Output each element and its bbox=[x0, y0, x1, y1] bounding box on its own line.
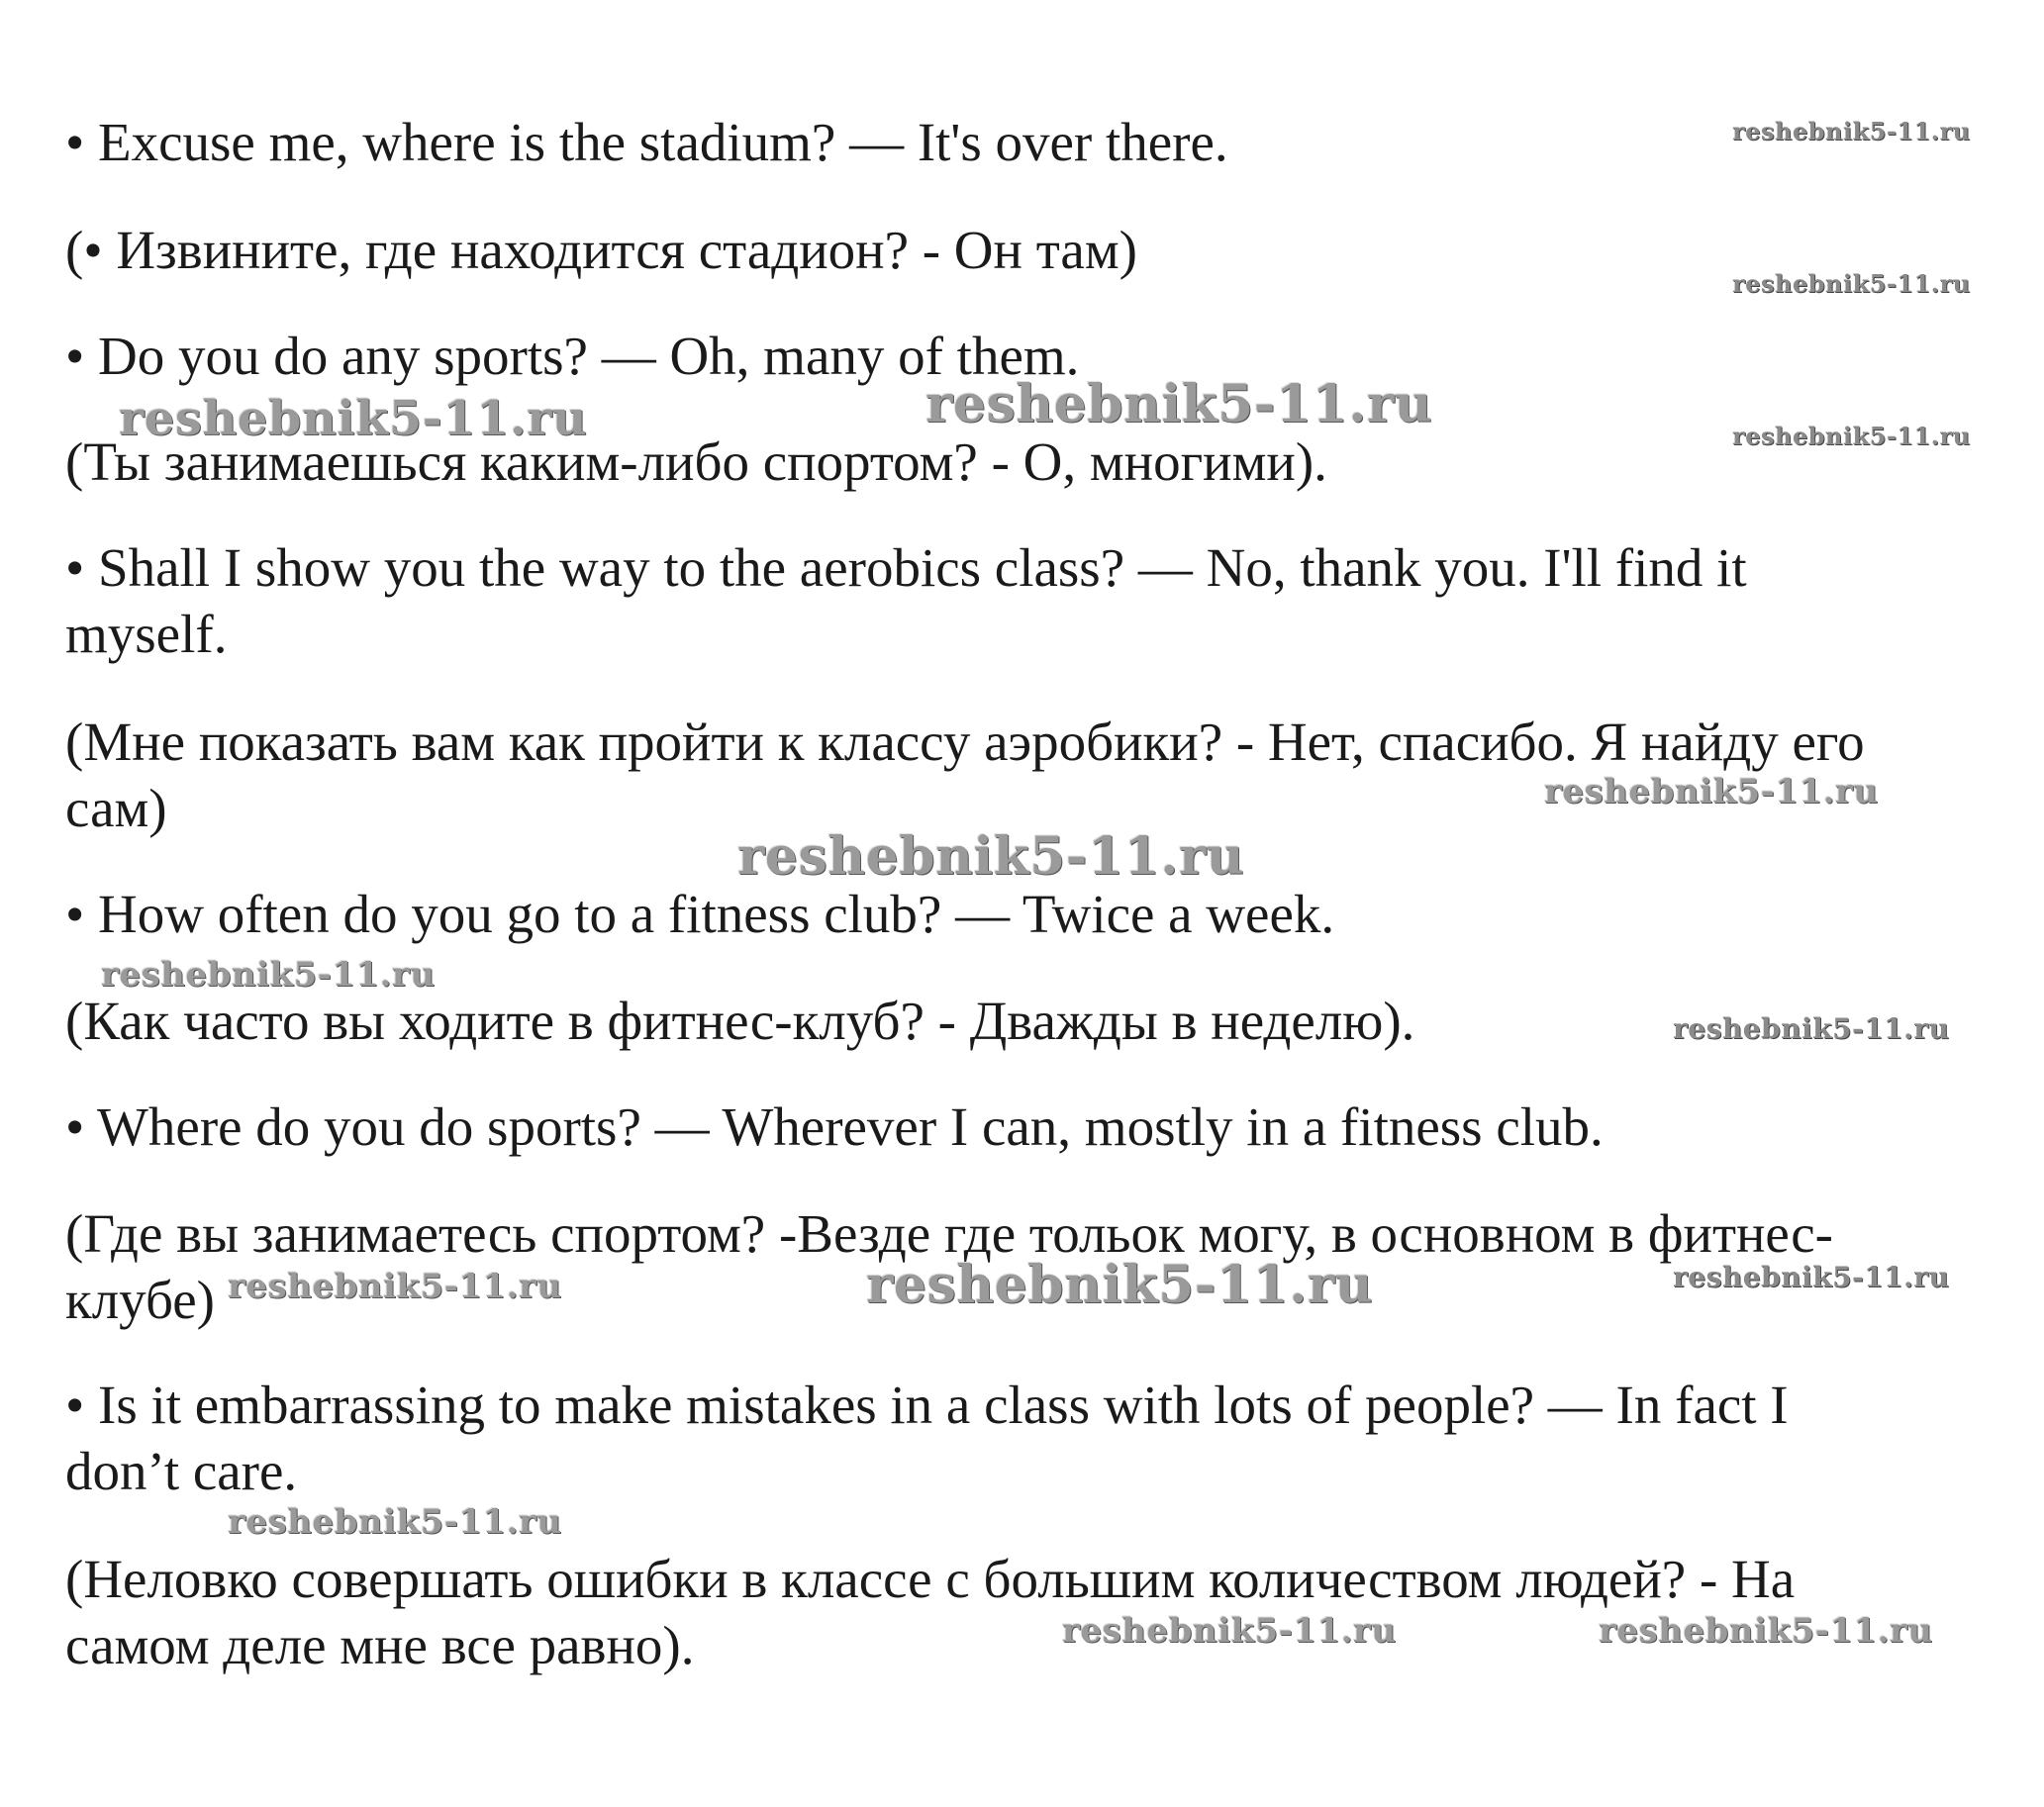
dialogue-line-en-6a: • Is it embarrassing to make mistakes in a class with lots of people? — In fact I bbox=[65, 1375, 1789, 1435]
watermark: reshebnik5-11.ru bbox=[101, 955, 436, 995]
watermark: reshebnik5-11.ru bbox=[1673, 1261, 1950, 1293]
dialogue-line-en-2: • Do you do any sports? — Oh, many of them. bbox=[65, 326, 1080, 386]
dialogue-line-en-1: • Excuse me, where is the stadium? — It's over there. bbox=[65, 112, 1228, 172]
watermark: reshebnik5-11.ru bbox=[1599, 1611, 1933, 1651]
watermark: reshebnik5-11.ru bbox=[737, 826, 1245, 887]
watermark: reshebnik5-11.ru bbox=[866, 1255, 1374, 1315]
dialogue-line-ru-3a: (Мне показать вам как пройти к классу аэробики? - Нет, спасибо. Я найду его bbox=[65, 712, 1865, 772]
watermark: reshebnik5-11.ru bbox=[1732, 422, 1971, 450]
dialogue-line-ru-2: (Ты занимаешься каким-либо спортом? - О, многими). bbox=[65, 431, 1327, 492]
watermark: reshebnik5-11.ru bbox=[1062, 1611, 1397, 1651]
watermark: reshebnik5-11.ru bbox=[228, 1502, 562, 1542]
dialogue-line-en-3a: • Shall I show you the way to the aerobics class? — No, thank you. I'll find it bbox=[65, 537, 1747, 598]
dialogue-line-ru-5b: клубе) bbox=[65, 1270, 215, 1330]
dialogue-line-en-5: • Where do you do sports? — Wherever I can, mostly in a fitness club. bbox=[65, 1096, 1604, 1157]
watermark: reshebnik5-11.ru bbox=[1732, 117, 1971, 145]
watermark: reshebnik5-11.ru bbox=[119, 391, 588, 446]
watermark: reshebnik5-11.ru bbox=[1673, 1012, 1950, 1045]
dialogue-line-ru-6a: (Неловко совершать ошибки в классе с большим количеством людей? - На bbox=[65, 1549, 1796, 1609]
watermark: reshebnik5-11.ru bbox=[925, 374, 1433, 434]
dialogue-line-en-4: • How often do you go to a fitness club? — Twice a week. bbox=[65, 884, 1335, 944]
dialogue-line-en-3b: myself. bbox=[65, 604, 228, 664]
dialogue-line-ru-3b: сам) bbox=[65, 778, 167, 838]
dialogue-line-ru-1: (• Извините, где находится стадион? - Он там) bbox=[65, 220, 1137, 280]
watermark: reshebnik5-11.ru bbox=[1732, 269, 1971, 298]
dialogue-line-ru-4: (Как часто вы ходите в фитнес-клуб? - Дважды в неделю). bbox=[65, 991, 1415, 1051]
dialogue-line-ru-5a: (Где вы занимаетесь спортом? -Везде где тольок могу, в основном в фитнес- bbox=[65, 1203, 1833, 1264]
watermark: reshebnik5-11.ru bbox=[1544, 772, 1879, 811]
watermark: reshebnik5-11.ru bbox=[228, 1267, 562, 1306]
dialogue-line-en-6b: don’t care. bbox=[65, 1441, 298, 1501]
dialogue-line-ru-6b: самом деле мне все равно). bbox=[65, 1615, 695, 1675]
